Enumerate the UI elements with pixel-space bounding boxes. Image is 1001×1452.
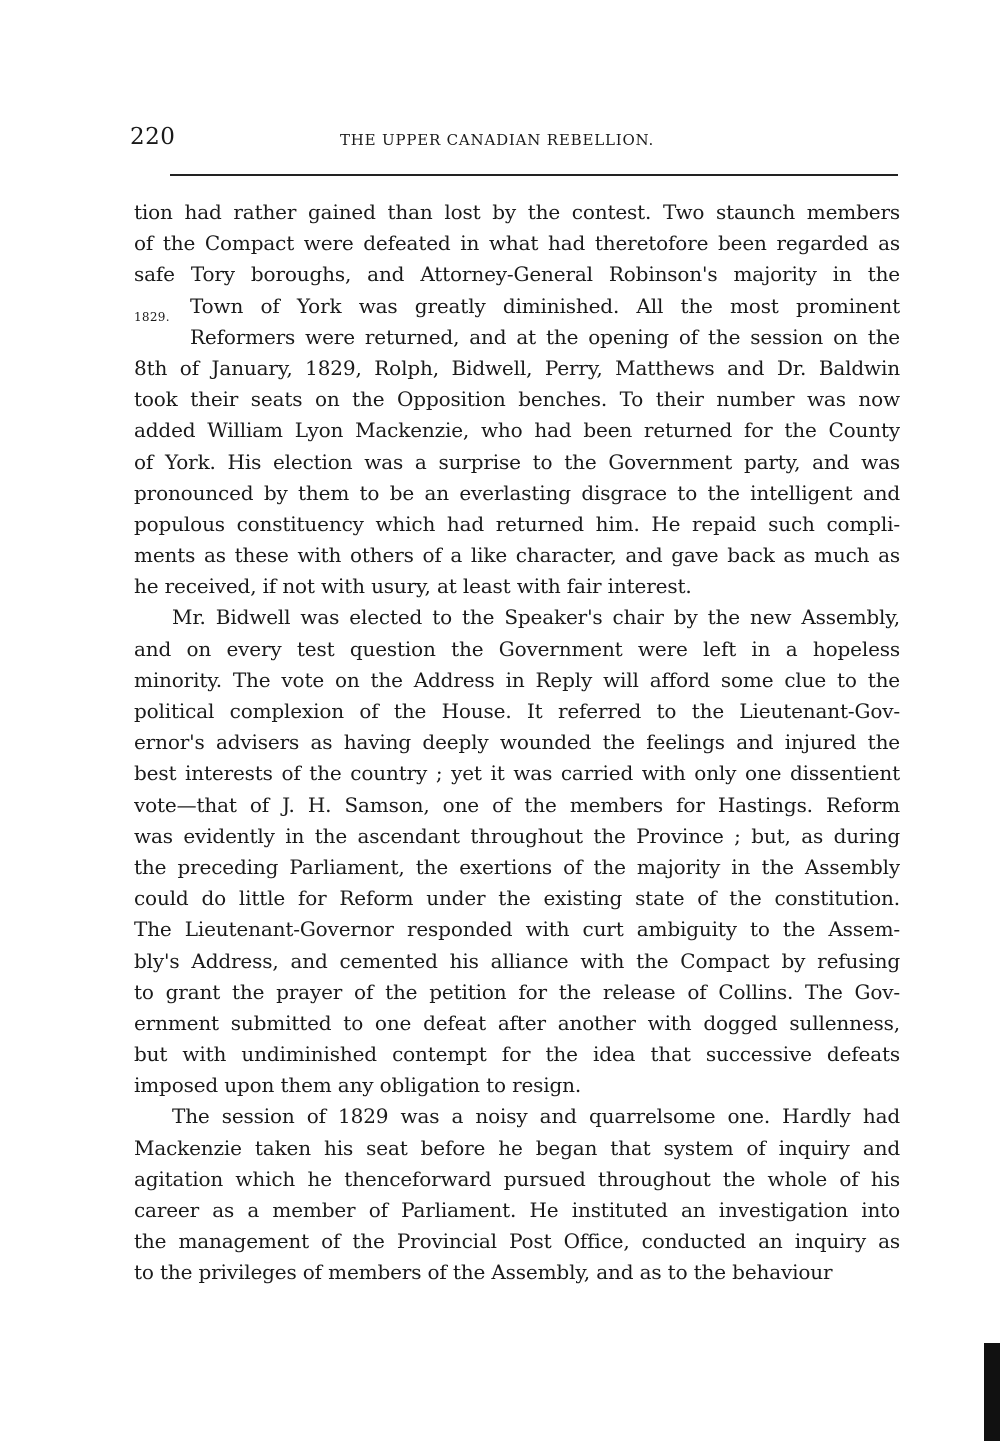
- text-line: ernor's advisers as having deeply wounded the feelings and injured the: [134, 730, 900, 755]
- paragraph-2: [134, 602, 900, 1101]
- text-line: of the Compact were defeated in what had theretofore been regarded as: [134, 231, 900, 256]
- text-line: 8th of January, 1829, Rolph, Bidwell, Perry, Matthews and Dr. Baldwin: [134, 355, 900, 380]
- text-line: to the privileges of members of the Assembly, and as to the behaviour: [134, 1260, 833, 1285]
- text-line: minority. The vote on the Address in Reply will afford some clue to the: [134, 667, 900, 692]
- body-text: [134, 197, 900, 1289]
- text-line: tion had rather gained than lost by the contest. Two staunch members: [134, 200, 900, 224]
- text-line: bly's Address, and cemented his alliance with the Compact by refusing: [134, 948, 900, 973]
- text-line: safe Tory boroughs, and Attorney-General Robinson's majority in the: [134, 262, 900, 287]
- text-line: could do little for Reform under the existing state of the constitution.: [134, 886, 900, 911]
- text-line: to grant the prayer of the petition for the release of Collins. The Gov-: [134, 979, 900, 1004]
- paragraph-1: [134, 197, 900, 602]
- text-line: imposed upon them any obligation to resign.: [134, 1073, 582, 1098]
- text-line: pronounced by them to be an everlasting disgrace to the intelligent and: [134, 480, 900, 505]
- text-line: ments as these with others of a like character, and gave back as much as: [134, 543, 900, 568]
- page-number: 220: [130, 124, 176, 150]
- text-line: ernment submitted to one defeat after another with dogged sullenness,: [134, 1010, 900, 1035]
- header-rule: [170, 174, 898, 176]
- text-line: populous constituency which had returned him. He repaid such compli-: [134, 511, 900, 536]
- text-line: Reformers were returned, and at the opening of the session on the: [190, 324, 900, 349]
- text-line: Mr. Bidwell was elected to the Speaker's chair by the new Assembly,: [172, 605, 900, 630]
- text-line: agitation which he thenceforward pursued throughout the whole of his: [134, 1166, 900, 1191]
- running-title: THE UPPER CANADIAN REBELLION.: [340, 131, 655, 149]
- text-line: The Lieutenant-Governor responded with curt ambiguity to the Assem-: [134, 917, 900, 942]
- text-line: and on every test question the Government were left in a hopeless: [134, 636, 900, 661]
- text-line: career as a member of Parliament. He instituted an investigation into: [134, 1198, 900, 1223]
- text-line: the preceding Parliament, the exertions of the majority in the Assembly: [134, 854, 900, 879]
- text-line: vote—that of J. H. Samson, one of the members for Hastings. Reform: [134, 792, 900, 817]
- text-line: political complexion of the House. It referred to the Lieutenant-Gov-: [134, 699, 900, 724]
- text-line: of York. His election was a surprise to the Government party, and was: [134, 449, 900, 474]
- scan-edge-mark: [984, 1343, 1000, 1441]
- text-line: Town of York was greatly diminished. All the most prominent: [190, 293, 900, 318]
- text-line: the management of the Provincial Post Office, conducted an inquiry as: [134, 1229, 900, 1254]
- margin-note-year: 1829.: [134, 310, 170, 324]
- text-line: took their seats on the Opposition benches. To their number was now: [134, 387, 900, 412]
- paragraph-3: [134, 1101, 900, 1288]
- text-line: best interests of the country ; yet it was carried with only one dissentient: [134, 761, 900, 786]
- text-line: added William Lyon Mackenzie, who had been returned for the County: [134, 418, 900, 443]
- text-line: was evidently in the ascendant throughout the Province ; but, as during: [134, 823, 900, 848]
- text-line: but with undiminished contempt for the idea that successive defeats: [134, 1042, 900, 1067]
- text-line: he received, if not with usury, at least with fair interest.: [134, 574, 692, 599]
- text-line: The session of 1829 was a noisy and quarrelsome one. Hardly had: [172, 1104, 900, 1129]
- text-line: Mackenzie taken his seat before he began that system of inquiry and: [134, 1135, 900, 1160]
